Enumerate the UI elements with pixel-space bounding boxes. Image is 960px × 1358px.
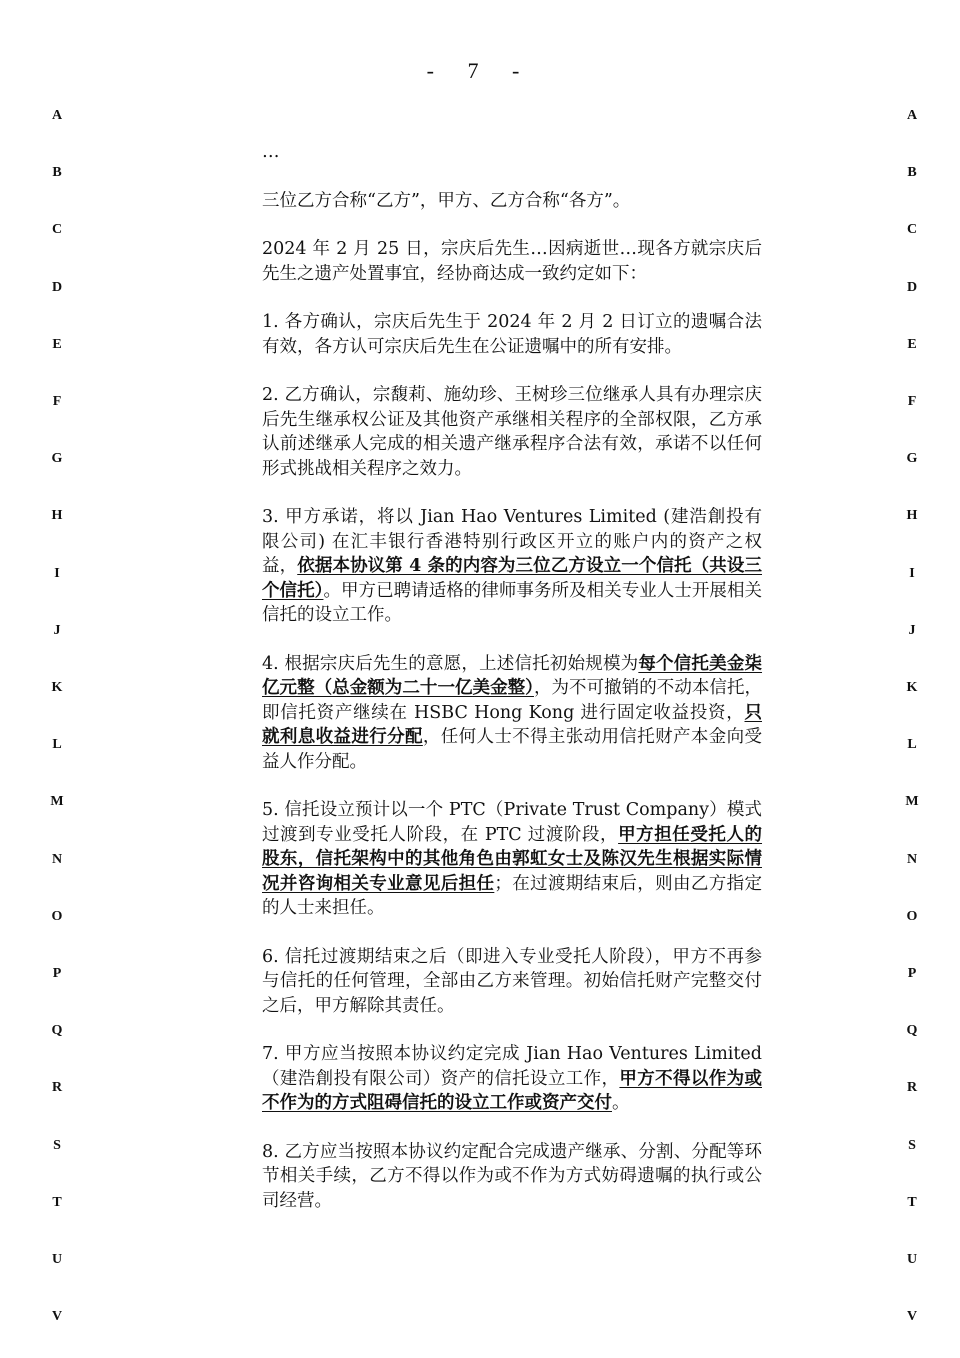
margin-letter-left: S: [53, 1137, 61, 1153]
margin-letter-right: I: [909, 565, 915, 581]
emphasized-text: 只就利息收益进行分配: [262, 702, 762, 747]
margin-letter-right: N: [906, 851, 918, 867]
paragraph-text: …: [262, 142, 280, 162]
margin-letter-left: R: [51, 1080, 63, 1096]
margin-letter-right: A: [906, 108, 918, 123]
margin-letter-right: B: [907, 165, 917, 181]
margin-letter-left: N: [51, 851, 63, 867]
margin-letter-left: P: [52, 966, 62, 981]
paragraph-text: 1. 各方确认，宗庆后先生于 2024 年 2 月 2 日订立的遗嘱合法有效，各方认可宗庆后先生在公证遗嘱中的所有安排。: [262, 312, 762, 357]
right-margin-letters: [897, 0, 927, 1358]
margin-letter-right: E: [907, 336, 917, 352]
paragraph: [262, 1140, 762, 1214]
margin-letter-left: T: [52, 1194, 62, 1210]
paragraph: [262, 383, 762, 481]
left-margin-letters: [42, 0, 72, 1358]
margin-letter-left: A: [51, 108, 63, 123]
margin-letter-left: C: [51, 222, 63, 238]
margin-letter-left: I: [54, 565, 60, 581]
paragraph-text: 5. 信托设立预计以一个 PTC（Private Trust Company）模式过渡到专业受托人阶段，在 PTC 过渡阶段，: [262, 800, 762, 845]
margin-letter-left: L: [52, 737, 62, 753]
paragraph-text: 三位乙方合称“乙方”，甲方、乙方合称“各方”。: [262, 190, 631, 211]
paragraph-text: 8. 乙方应当按照本协议约定配合完成遗产继承、分割、分配等环节相关手续，乙方不得以作为或不作为方式妨碍遗嘱的执行或公司经营。: [262, 1141, 762, 1211]
margin-letter-right: D: [906, 279, 918, 295]
paragraph-text: 。甲方已聘请适格的律师事务所及相关专业人士开展相关信托的设立工作。: [262, 580, 763, 625]
paragraph-text: ，为不可撤销的不动本信托，即信托资产继续在 HSBC Hong Kong 进行固定收益投资，: [262, 678, 763, 723]
paragraph: [262, 798, 762, 921]
paragraph-text: ；在过渡期结束后，则由乙方指定的人士来担任。: [262, 873, 763, 918]
margin-letter-right: J: [908, 622, 916, 638]
paragraph: [262, 505, 762, 628]
margin-letter-left: M: [50, 794, 64, 810]
paragraph: [262, 237, 762, 286]
margin-letter-right: O: [906, 908, 918, 924]
paragraph: [262, 189, 762, 214]
page-number: - 7 -: [426, 58, 534, 83]
margin-letter-left: D: [51, 279, 63, 295]
margin-letter-right: F: [907, 394, 917, 409]
margin-letter-left: H: [51, 508, 63, 524]
paragraph-text: ，任何人士不得主张动用信托财产本金向受益人作分配。: [262, 727, 763, 772]
margin-letter-right: K: [906, 680, 918, 695]
emphasized-text: 每个信托美金柒亿元整（总金额为二十一亿美金整）: [262, 653, 763, 698]
paragraph: [262, 1042, 762, 1116]
paragraph-text: 3. 甲方承诺，将以 Jian Hao Ventures Limited (建浩創投有限公司) 在汇丰银行香港特别行政区开立的账户内的资产之权益，: [262, 507, 762, 576]
emphasized-text: 甲方不得以作为或不作为的方式阻碍信托的设立工作或资产交付: [262, 1068, 762, 1113]
paragraph: [262, 652, 762, 775]
margin-letter-left: U: [51, 1252, 63, 1267]
document-body: [262, 140, 762, 1237]
margin-letter-right: S: [908, 1137, 916, 1153]
margin-letter-left: K: [51, 680, 63, 695]
margin-letter-left: F: [52, 394, 62, 409]
margin-letter-right: G: [906, 451, 918, 467]
margin-letter-right: R: [906, 1080, 918, 1096]
margin-letter-left: E: [52, 336, 62, 352]
paragraph-text: 2. 乙方确认，宗馥莉、施幼珍、王树珍三位继承人具有办理宗庆后先生继承权公证及其他资产承继相关程序的全部权限，乙方承认前述继承人完成的相关遗产继承程序合法有效，承诺不以任何形式挑战相关程序之效力。: [262, 385, 762, 479]
margin-letter-left: Q: [51, 1023, 63, 1039]
paragraph: [262, 310, 762, 359]
margin-letter-right: V: [906, 1309, 918, 1325]
margin-letter-left: G: [51, 451, 63, 467]
paragraph: [262, 945, 762, 1019]
paragraph-text: 2024 年 2 月 25 日，宗庆后先生…因病逝世…现各方就宗庆后先生之遗产处置事宜，经协商达成一致约定如下：: [262, 239, 762, 284]
emphasized-text: 甲方担任受托人的股东，信托架构中的其他角色由郭虹女士及陈汉先生根据实际情况并咨询相关专业意见后担任: [262, 824, 763, 894]
margin-letter-right: U: [906, 1252, 918, 1267]
margin-letter-right: P: [907, 966, 917, 981]
paragraph-text: 4. 根据宗庆后先生的意愿，上述信托初始规模为: [262, 653, 639, 674]
margin-letter-right: H: [906, 508, 918, 524]
margin-letter-left: B: [52, 165, 62, 181]
margin-letter-right: L: [907, 737, 917, 753]
margin-letter-left: J: [53, 622, 61, 638]
paragraph-text: 6. 信托过渡期结束之后（即进入专业受托人阶段），甲方不再参与信托的任何管理，全部由乙方来管理。初始信托财产完整交付之后，甲方解除其责任。: [262, 946, 762, 1016]
margin-letter-right: Q: [906, 1023, 918, 1039]
paragraph-text: 7. 甲方应当按照本协议约定完成 Jian Hao Ventures Limited（建浩創投有限公司）资产的信托设立工作，: [262, 1044, 762, 1089]
paragraph-text: 。: [612, 1093, 630, 1113]
paragraph: [262, 140, 762, 165]
margin-letter-right: M: [905, 794, 919, 810]
margin-letter-right: C: [906, 222, 918, 238]
margin-letter-right: T: [907, 1194, 917, 1210]
emphasized-text: 依据本协议第 4 条的内容为三位乙方设立一个信托（共设三个信托）: [262, 556, 762, 601]
margin-letter-left: O: [51, 908, 63, 924]
margin-letter-left: V: [51, 1309, 63, 1325]
